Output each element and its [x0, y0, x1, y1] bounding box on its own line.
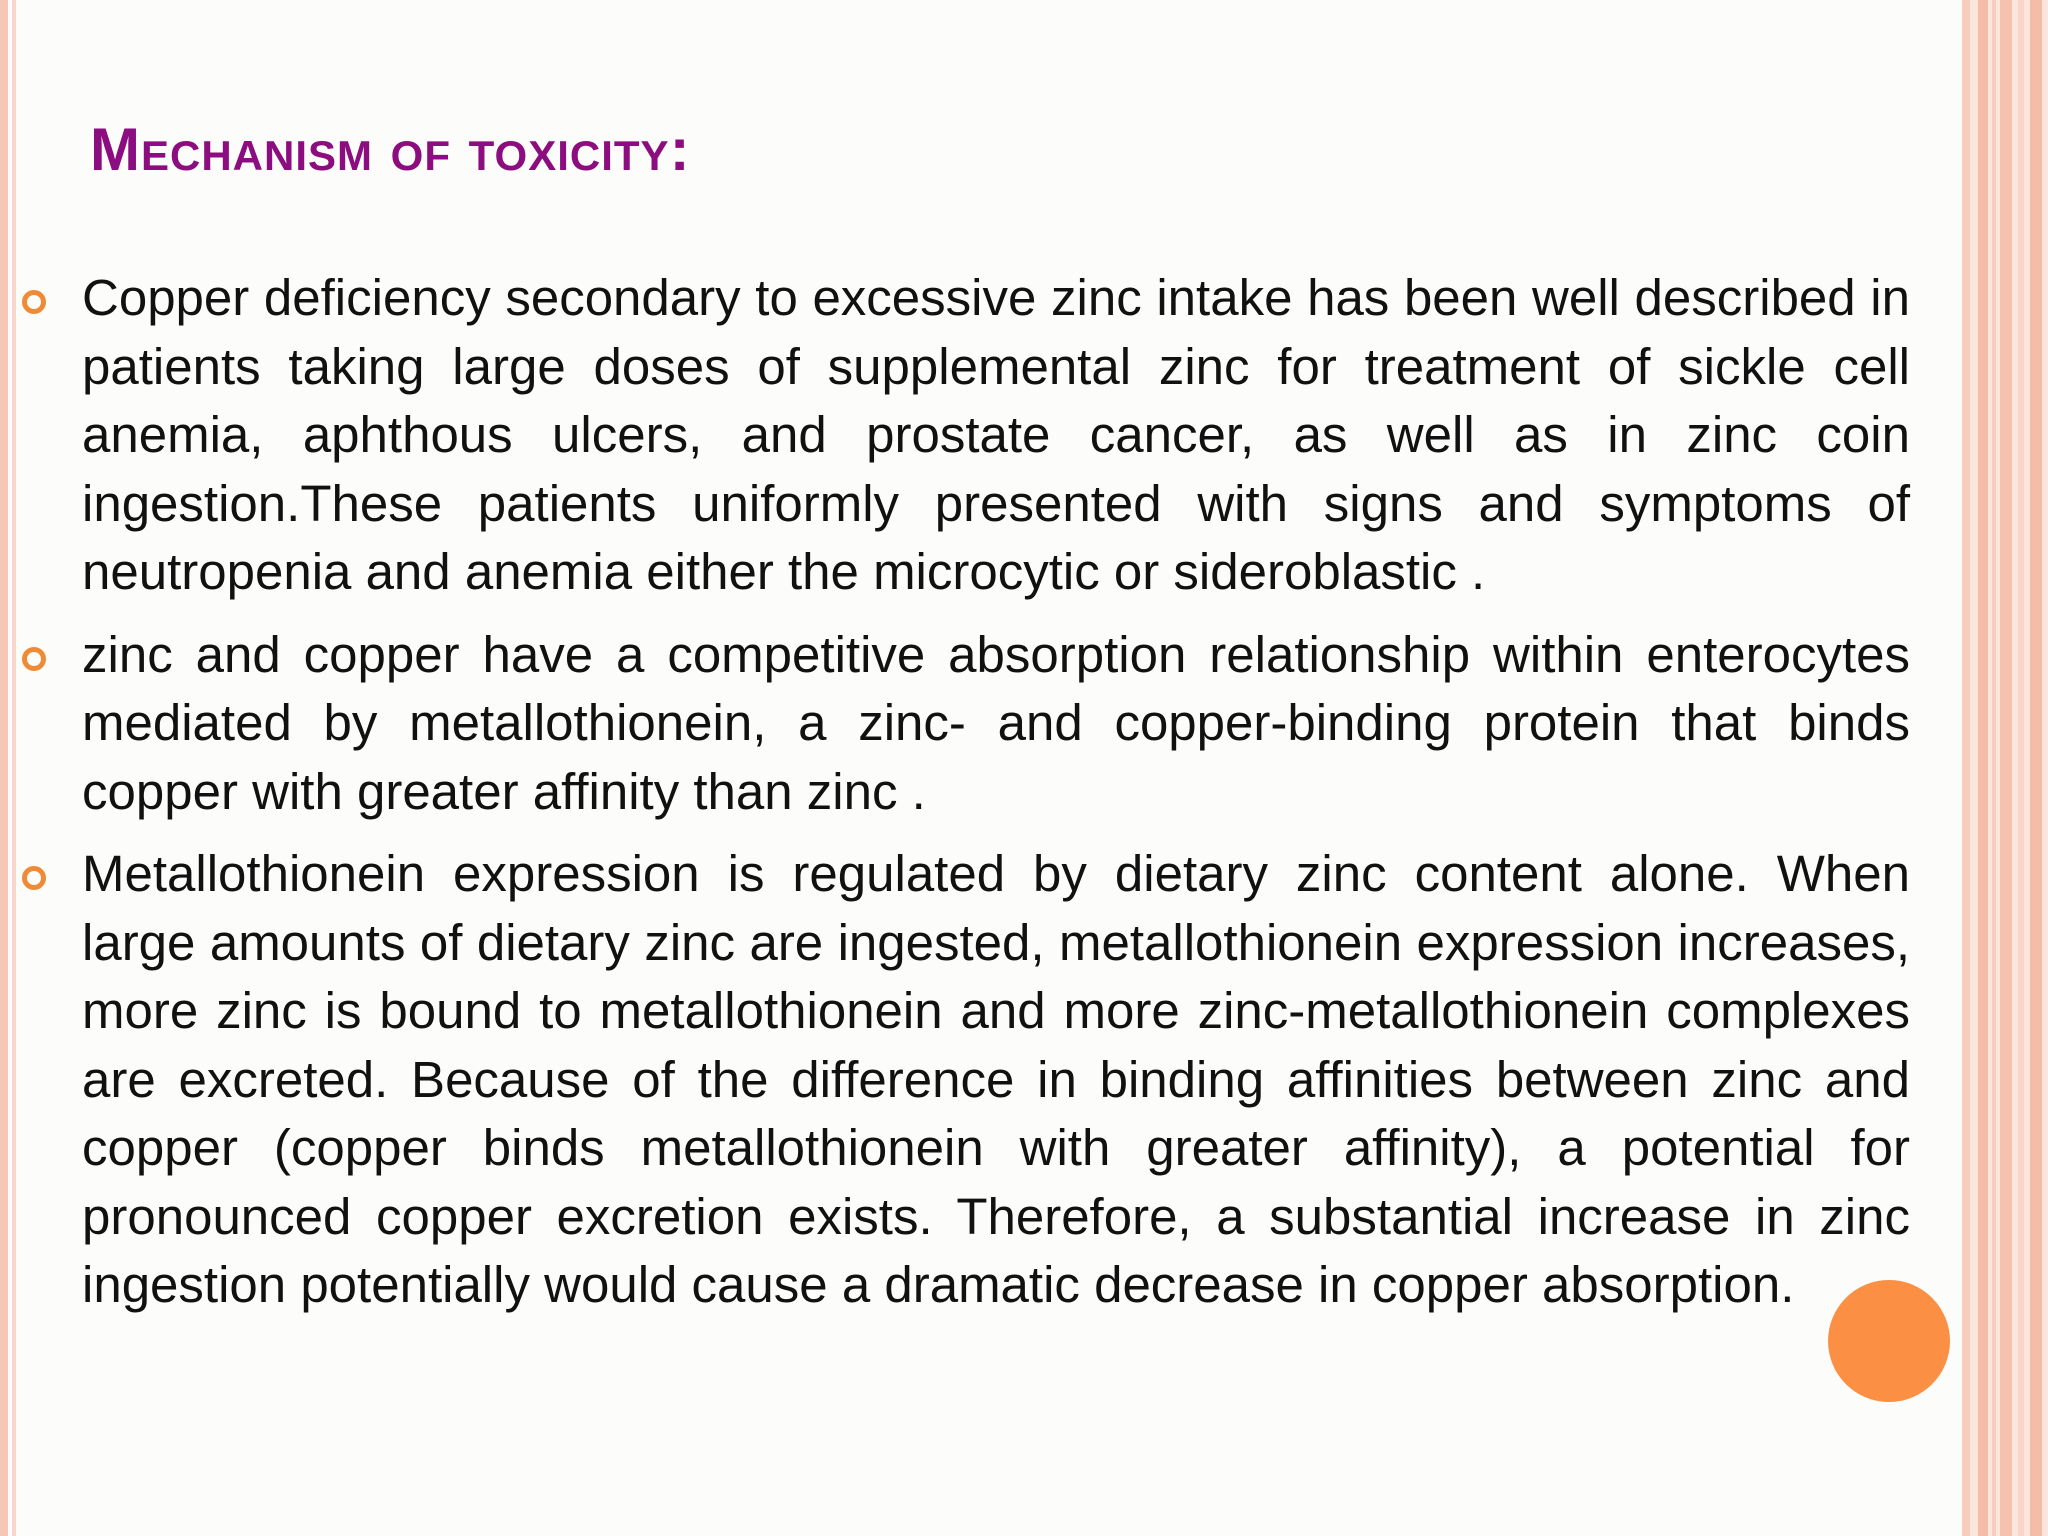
right-border-stripe: [2000, 0, 2012, 1536]
bullet-text: zinc and copper have a competitive absorption relationship within enterocytes mediated by metallothionein, a zinc- and copper-binding protein that binds copper with greater affinity than zinc .: [82, 625, 1910, 820]
right-border-stripe: [2030, 0, 2042, 1536]
bullet-list: [0, 264, 1910, 1334]
orange-circle-decoration: [1828, 1280, 1950, 1402]
right-border-stripe: [1992, 0, 1996, 1536]
bullet-item: [0, 264, 1910, 607]
hollow-circle-bullet-icon: [22, 290, 46, 314]
bullet-item: [0, 840, 1910, 1320]
right-border-stripe: [1978, 0, 1988, 1536]
bullet-text: Copper deficiency secondary to excessive zinc intake has been well described in patients taking large doses of supplemental zinc for treatment of sickle cell anemia, aphthous ulcers, and prostate cancer, as well as in zinc coin ingestion.These patients uniformly presented with signs and symptoms of neutropenia and anemia either the microcytic or sideroblastic .: [82, 269, 1910, 600]
bullet-text: Metallothionein expression is regulated by dietary zinc content alone. When large amounts of dietary zinc are ingested, metallothionein expression increases, more zinc is bound to metallothionein and more zinc-metallothionein complexes are excreted. Because of the difference in binding affinities between zinc and copper (copper binds metallothionein with greater affinity), a potential for pronounced copper excretion exists. Therefore, a substantial increase in zinc ingestion potentially would cause a dramatic decrease in copper absorption.: [82, 845, 1910, 1313]
right-border-stripe: [1962, 0, 1970, 1536]
hollow-circle-bullet-icon: [22, 866, 46, 890]
right-border-stripe: [2018, 0, 2024, 1536]
hollow-circle-bullet-icon: [22, 647, 46, 671]
slide-title: Mechanism of toxicity:: [90, 116, 691, 183]
bullet-item: [0, 621, 1910, 827]
